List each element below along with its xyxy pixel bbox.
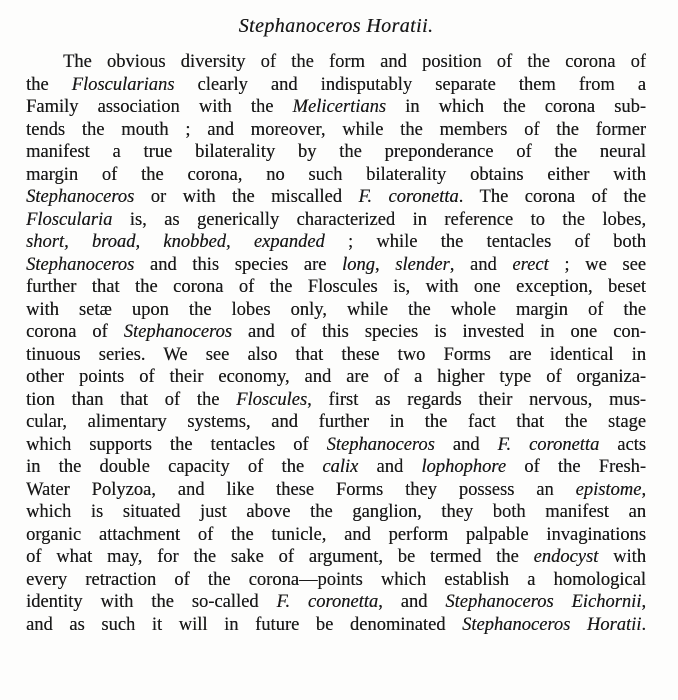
text-segment: other points of their economy, and are of a higher type of organiza- xyxy=(26,367,646,387)
text-segment: tion than that of the xyxy=(26,389,237,410)
text-line xyxy=(26,186,646,209)
italic-text-segment: F. coronetta xyxy=(358,187,459,207)
text-line xyxy=(26,231,646,254)
italic-text-segment: calix xyxy=(322,457,359,477)
text-line xyxy=(26,74,646,97)
text-segment: ; while the tentacles of both xyxy=(324,232,646,252)
text-line xyxy=(26,321,646,344)
italic-text-segment: Floscularians xyxy=(71,74,175,95)
italic-text-segment: short, broad, knobbed, expanded xyxy=(26,232,325,252)
text-segment: and xyxy=(358,457,422,477)
text-line xyxy=(26,411,646,434)
text-segment: in the double capacity of the xyxy=(26,457,323,477)
italic-text-segment: Stephanoceros xyxy=(326,434,435,455)
text-segment: manifest a true bilaterality by the preponderance of the neural xyxy=(26,142,646,162)
text-segment: corona of xyxy=(26,322,124,342)
italic-text-segment: Stephanoceros xyxy=(26,187,135,207)
text-segment: tinuous series. We see also that these two Forms are identical in xyxy=(26,344,646,365)
text-segment: tends the mouth ; and moreover, while the members of the former xyxy=(26,119,646,140)
text-segment: , xyxy=(641,592,646,612)
text-segment: and this species are xyxy=(134,254,343,275)
text-segment: Water Polyzoa, and like these Forms they possess an xyxy=(26,479,576,500)
text-segment: which supports the tentacles of xyxy=(26,434,327,455)
text-segment: of what may, for the sake of argument, be termed the xyxy=(26,547,534,567)
text-line xyxy=(26,569,646,592)
text-segment: . The corona of the xyxy=(458,187,646,207)
text-segment: . xyxy=(641,614,646,635)
text-segment: The obvious diversity of the form and position of the corona of xyxy=(63,52,646,72)
italic-text-segment: erect xyxy=(512,254,549,275)
text-segment: identity with the so-called xyxy=(26,592,277,612)
italic-text-segment: lophophore xyxy=(421,457,507,477)
text-segment: and of this species is invested in one con- xyxy=(231,322,646,342)
text-line xyxy=(26,434,646,457)
italic-text-segment: Floscules xyxy=(236,389,308,410)
text-line xyxy=(26,299,646,322)
text-segment: clearly and indisputably separate them from a xyxy=(174,74,646,95)
text-line xyxy=(26,51,646,74)
text-segment: ; we see xyxy=(548,254,646,275)
text-segment: , and xyxy=(449,254,513,275)
text-segment: Family association with the xyxy=(26,97,293,117)
text-segment: in which the corona sub- xyxy=(386,97,646,117)
text-segment: is, as generically characterized in reference to the lobes, xyxy=(112,209,646,230)
text-segment: further that the corona of the Floscules is, with one exception, beset xyxy=(26,277,646,297)
text-segment: and xyxy=(434,434,498,455)
italic-text-segment: F. coronetta xyxy=(497,434,600,455)
text-line xyxy=(26,614,646,637)
text-segment: organic attachment of the tunicle, and perform palpable invaginations xyxy=(26,524,646,545)
text-line xyxy=(26,591,646,614)
text-segment: and as such it will in future be denominated xyxy=(26,614,463,635)
text-line xyxy=(26,389,646,412)
italic-text-segment: Floscularia xyxy=(26,209,113,230)
text-segment: every retraction of the corona—points which establish a homological xyxy=(26,569,646,590)
text-segment: , xyxy=(374,254,396,275)
text-line xyxy=(26,546,646,569)
text-segment: , xyxy=(641,479,646,500)
page-title: Stephanoceros Horatii. xyxy=(238,15,434,37)
italic-text-segment: Stephanoceros xyxy=(26,254,135,275)
text-segment: , first as regards their nervous, mus- xyxy=(307,389,646,410)
text-line xyxy=(26,479,646,502)
italic-text-segment: slender xyxy=(395,254,450,275)
text-segment: the xyxy=(26,74,72,95)
text-line xyxy=(26,501,646,524)
italic-text-segment: Melicertians xyxy=(292,97,387,117)
text-segment: margin of the corona, no such bilaterality obtains either with xyxy=(26,164,646,185)
text-line xyxy=(26,119,646,142)
text-segment: of the Fresh- xyxy=(506,457,646,477)
text-segment: which is situated just above the ganglion, they both manifest an xyxy=(26,502,646,522)
text-line xyxy=(26,209,646,232)
text-line xyxy=(26,366,646,389)
text-line xyxy=(26,96,646,119)
text-segment: , and xyxy=(378,592,446,612)
italic-text-segment: long xyxy=(342,254,375,275)
text-segment: or with the miscalled xyxy=(134,187,359,207)
text-line xyxy=(26,164,646,187)
text-segment: with setæ upon the lobes only, while the whole margin of the xyxy=(26,299,646,320)
text-line xyxy=(26,254,646,277)
text-line xyxy=(26,344,646,367)
italic-text-segment: Stephanoceros Eichornii xyxy=(445,592,642,612)
text-segment: cular, alimentary systems, and further in the fact that the stage xyxy=(26,412,646,432)
text-segment: acts xyxy=(599,434,646,455)
italic-text-segment: Stephanoceros xyxy=(123,322,232,342)
text-line xyxy=(26,141,646,164)
paragraph xyxy=(26,51,646,636)
text-line xyxy=(26,524,646,547)
italic-text-segment: Stephanoceros Horatii xyxy=(462,614,642,635)
italic-text-segment: epistome xyxy=(575,479,642,500)
italic-text-segment: F. coronetta xyxy=(276,592,379,612)
text-line xyxy=(26,276,646,299)
italic-text-segment: endocyst xyxy=(533,547,599,567)
text-segment: with xyxy=(598,547,646,567)
text-line xyxy=(26,456,646,479)
